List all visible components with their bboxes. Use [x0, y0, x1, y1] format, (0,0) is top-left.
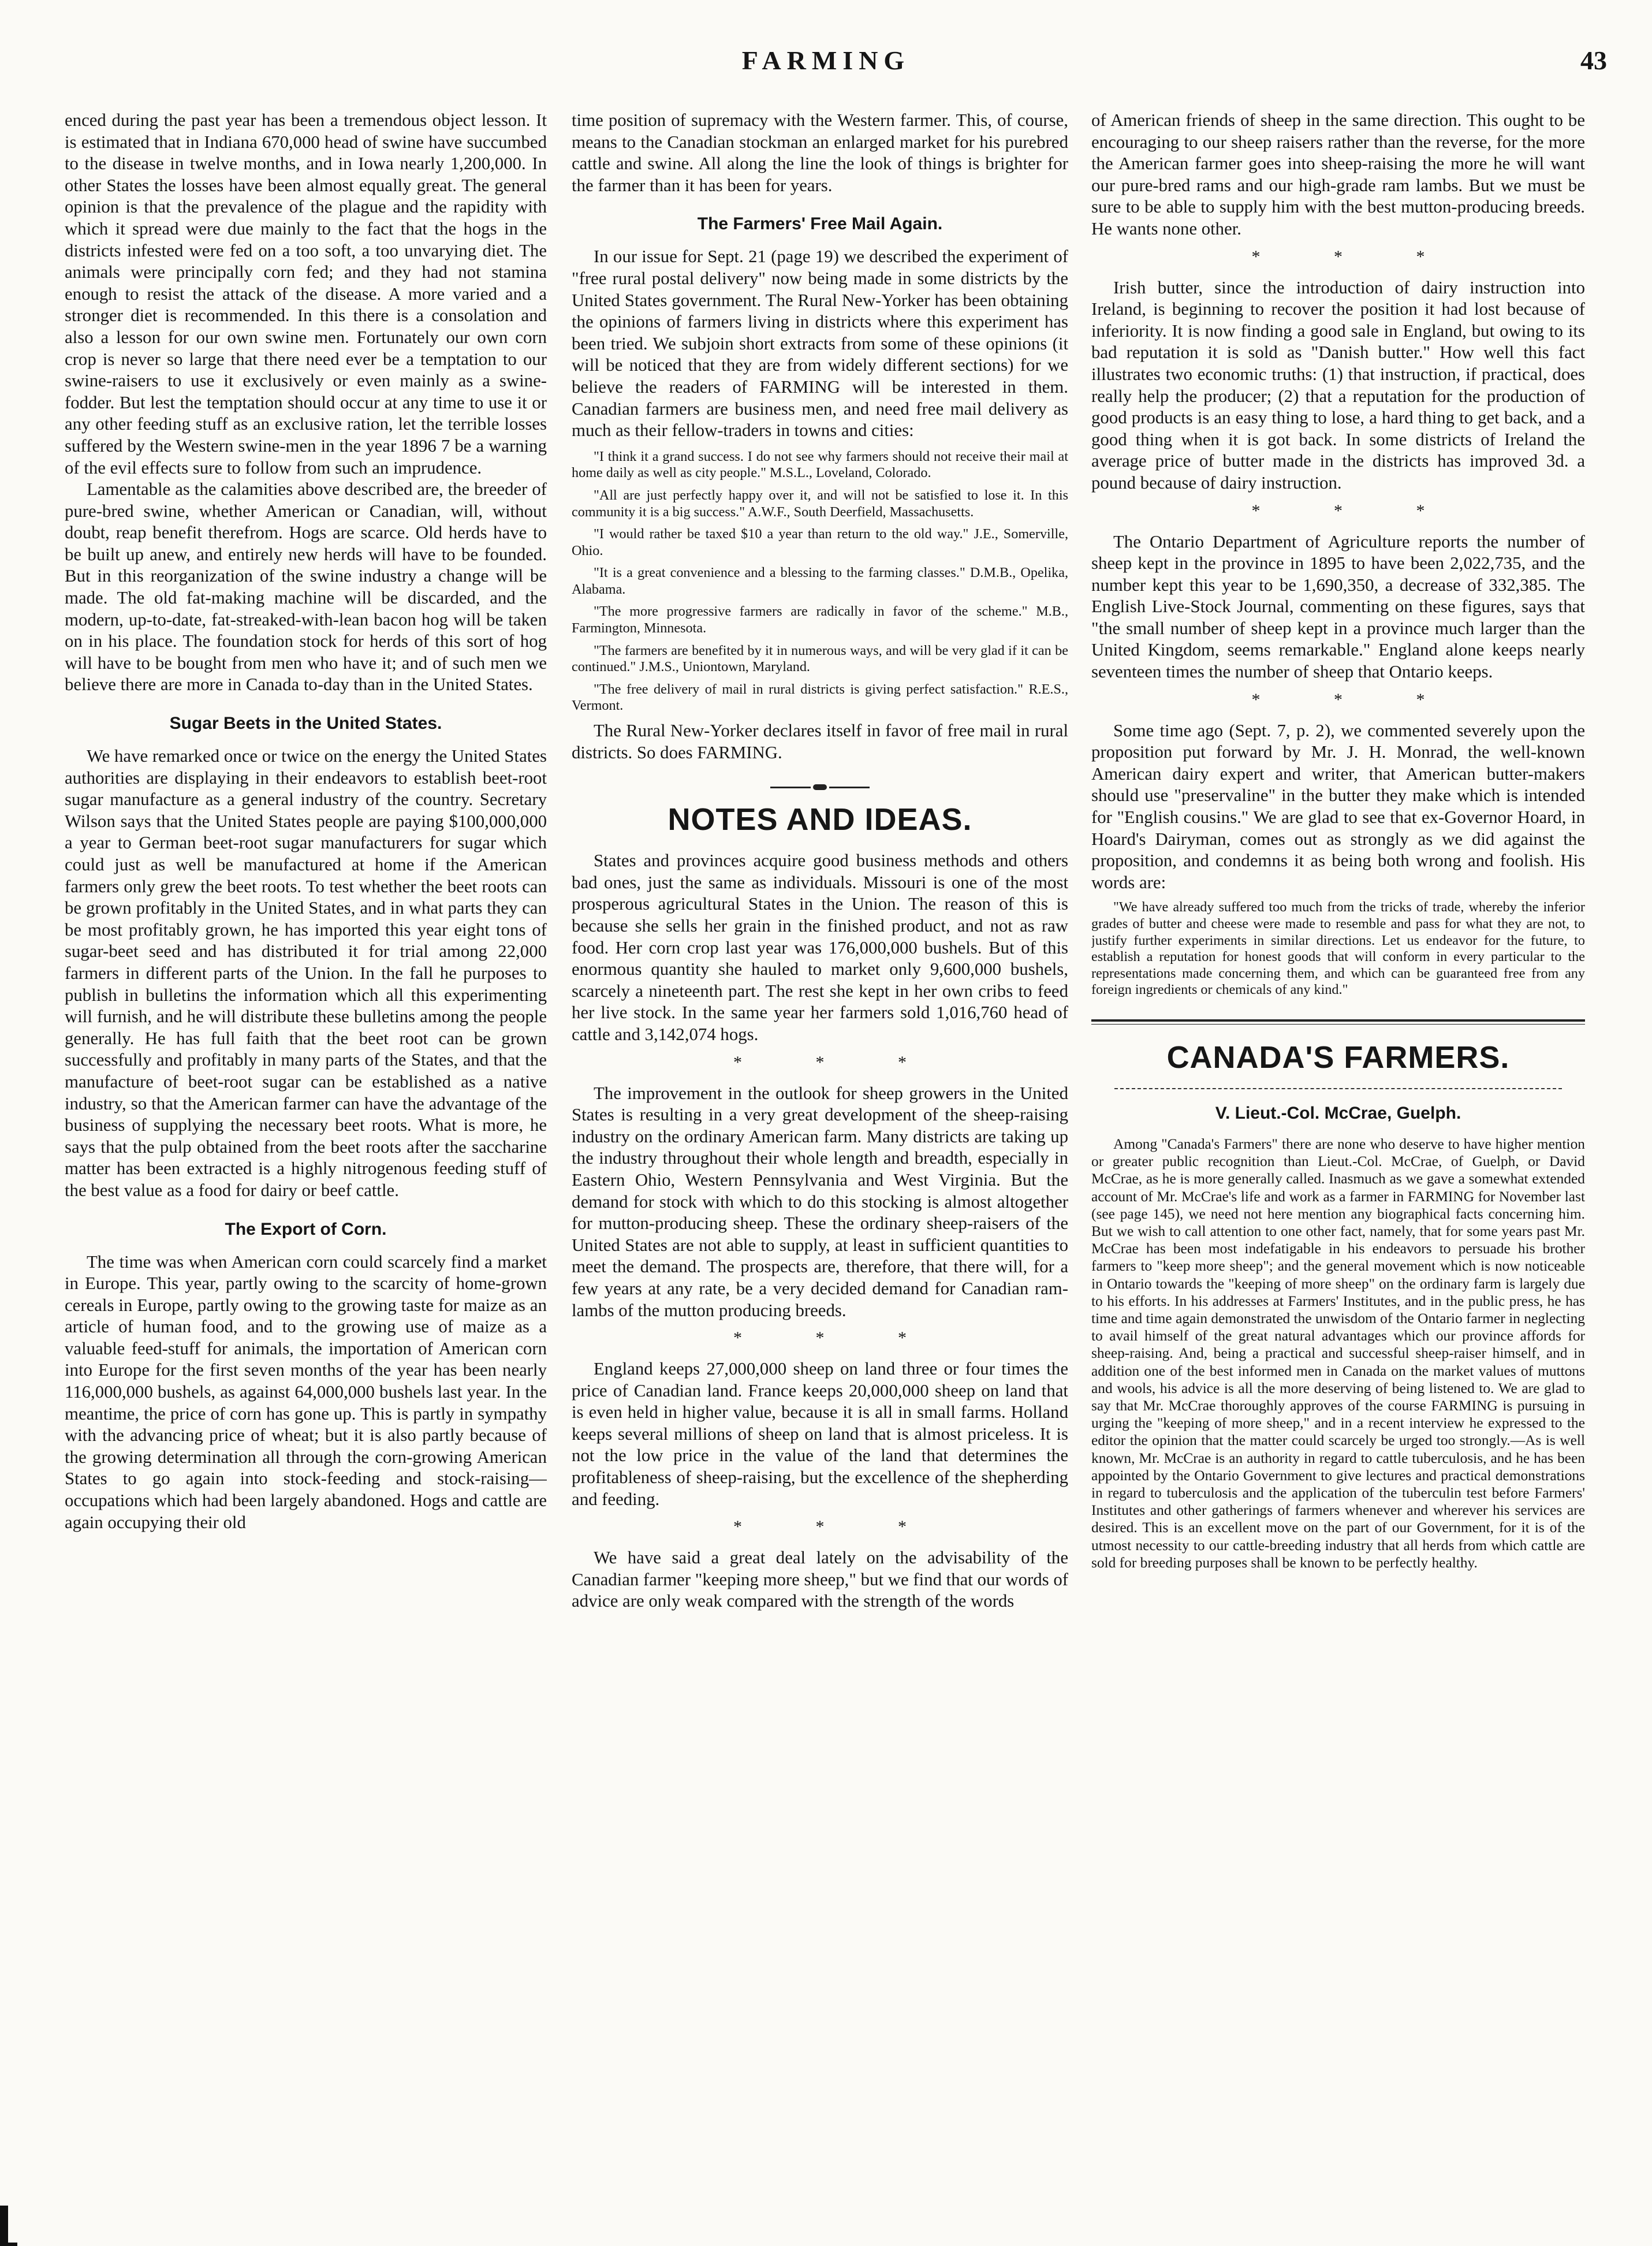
- running-title: FARMING: [741, 46, 911, 75]
- column-3: [1091, 110, 1585, 2211]
- section-stars: * * *: [1251, 247, 1460, 266]
- missouri-paragraph: States and provinces acquire good business methods and others bad ones, just the same as individuals. Missouri is one of the most prosperous agricultural States in the Union. The reason of this is because she sells her grain in the finished product, and not as raw food. Her corn crop last year was 176,000,000 bushels. But of this enormous quantity she hauled to market only 9,600,000 bushels, scarcely a nineteenth part. The rest she kept in her own cribs to feed her live stock. In the same year her farmers sold 1,016,760 head of cattle and 3,142,074 hogs.: [572, 851, 1068, 1044]
- section-stars: * * *: [733, 1328, 941, 1348]
- sheep-outlook-paragraph: The improvement in the outlook for sheep growers in the United States is resulting in a very great development of the sheep-raising industry on the ordinary American farm. Many districts are taking up the industry throughout their whole length and breadth, especially in Eastern Ohio, Western Pennsylvania and West Virginia. But the demand for stock with which to do this stocking is almost altogether for mutton-producing sheep. These the ordinary sheep-raisers of the United States are not able to supply, at least in sufficient quantities to meet the demand. The prospects are, therefore, that there will, for a few years at any rate, be a very decided demand for Canadian ram-lambs of the mutton producing breeds.: [572, 1083, 1068, 1320]
- irish-butter-paragraph: Irish butter, since the introduction of dairy instruction into Ireland, is beginning to recover the position it had lost because of inferiority. It is now finding a good sale in England, but owing to its bad reputation it is sold as "Danish butter." How well this fact illustrates two economic truths: (1) that instruction, if practical, does really help the producer; (2) that a reputation for the production of good products is an easy thing to lose, a hard thing to get back, and a good thing when it is got back. In some districts of Ireland the average price of butter made in the districts has improved 3d. a pound because of dairy instruction.: [1091, 277, 1585, 493]
- free-mail-conclusion: The Rural New-Yorker declares itself in favor of free mail in rural districts. So does FARMING.: [572, 721, 1068, 762]
- ontario-sheep-paragraph: The Ontario Department of Agriculture reports the number of sheep kept in the province in 1895 to have been 2,022,735, and the number kept this year to be 1,690,350, a decrease of 332,385. The English Live-Stock Journal, commenting on these figures, says that "the small number of sheep kept in a province much larger than the United Kingdom, seems remarkable." England alone keeps nearly seventeen times the number of sheep that Ontario keeps.: [1091, 531, 1585, 682]
- sheep-continued-paragraph: of American friends of sheep in the same direction. This ought to be encouraging to our sheep raisers rather than the reverse, for the more the American farmer goes into sheep-raising the more he will want our pure-bred rams and our high-grade ram lambs. But we must be sure to be able to supply him with the best mutton-producing breeds. He wants none other.: [1091, 110, 1585, 239]
- sugar-beets-paragraph: We have remarked once or twice on the energy the United States authorities are displaying in their endeavors to establish beet-root sugar manufacture as a general industry of the country. Secretary Wilson says that the United States people are paying $100,000,000 a year to German beet-root sugar manufacturers for sugar which could just as well be manufactured at home if the American farmers only grew the beet roots. To test whether the beet roots can be grown profitably in the United States, and in what parts they can be most profitably grown, he has imported this year eight tons of sugar-beet seed and has distributed it for trial among 22,000 farmers in different parts of the Union. In the fall he purposes to publish in bulletins the information which all this experimenting will furnish, and he will distribute these bulletins among the people generally. He has full faith that the beet root can be grown successfully and profitably in many parts of the States, and that the manufacture of beet-root sugar can be established as a native industry, so that the American farmer can have the advantage of the business of supplying the necessary beet roots. What is more, he says that the pulp obtained from the beet roots after the saccharine matter has been extracted is a highly nitrogenous feeding stuff of the best value as a food for dairy or beef cattle.: [65, 746, 547, 1200]
- farmer-quote: "I think it a grand success. I do not see why farmers should not receive their mail at home daily as well as city people." M.S.L., Loveland, Colorado.: [572, 448, 1068, 481]
- farmer-quote: "The free delivery of mail in rural districts is giving perfect satisfaction." R.E.S., Vermont.: [572, 681, 1068, 714]
- mccrae-heading: V. Lieut.-Col. McCrae, Guelph.: [1215, 1103, 1461, 1123]
- section-double-rule: [1091, 1019, 1585, 1025]
- farmer-quote: "The farmers are benefited by it in numerous ways, and will be very glad if it can be continued." J.M.S., Uniontown, Maryland.: [572, 642, 1068, 675]
- farmer-quote: "I would rather be taxed $10 a year than return to the old way." J.E., Somerville, Ohio.: [572, 526, 1068, 558]
- swine-paragraph-2: Lamentable as the calamities above described are, the breeder of pure-bred swine, whether American or Canadian, will, without doubt, reap benefit therefrom. Hogs are scarce. Old herds have to be built up anew, and entirely new herds will have to be founded. But in this reorganization of the swine industry a change will be made. The old fat-making machine will be discarded, and the modern, up-to-date, fat-streaked-with-lean bacon hog will be taken on in his place. The foundation stock for herds of this sort of hog will have to be bought from men who have it; and of such men we believe there are more in Canada to-day than in the United States.: [65, 479, 547, 695]
- dashed-rule: [1114, 1088, 1562, 1089]
- farmer-quote: "It is a great convenience and a blessing to the farming classes." D.M.B., Opelika, Alabama.: [572, 565, 1068, 597]
- section-stars: * * *: [1251, 501, 1460, 520]
- notes-and-ideas-heading: NOTES AND IDEAS.: [667, 802, 972, 837]
- free-mail-paragraph: In our issue for Sept. 21 (page 19) we described the experiment of "free rural postal delivery" now being made in some districts by the United States government. The Rural New-Yorker has been obtaining the opinions of farmers living in districts where this experiment has been tried. We subjoin short extracts from some of these opinions (it will be noticed that they are from widely different sections) for we believe the readers of FARMING will be interested in them. Canadian farmers are business men, and need free mail delivery as much as their fellow-traders in towns and cities:: [572, 247, 1068, 441]
- hoard-quote: "We have already suffered too much from the tricks of trade, whereby the inferior grades of butter and cheese were made to resemble and pass for what they are not, to justify further experiments in similar directions. Let us endeavor for the future, to establish a reputation for honest goods that will conform in every particular to the representations made concerning them, and which can be guaranteed free from any foreign ingredients or chemicals of any kind.": [1091, 899, 1585, 998]
- section-ornament: [572, 783, 1068, 791]
- column-1: [65, 110, 547, 2211]
- canadas-farmers-heading: CANADA'S FARMERS.: [1166, 1040, 1510, 1075]
- section-stars: * * *: [733, 1052, 941, 1072]
- page-header: [0, 0, 1652, 87]
- more-sheep-paragraph: We have said a great deal lately on the advisability of the Canadian farmer "keeping more sheep," but we find that our words of advice are only weak compared with the strength of the words: [572, 1548, 1068, 1611]
- farmer-quote: "All are just perfectly happy over it, and will not be satisfied to lose it. In this community it is a big success." A.W.F., South Deerfield, Massachusetts.: [572, 487, 1068, 520]
- export-corn-paragraph: The time was when American corn could scarcely find a market in Europe. This year, partly owing to the scarcity of home-grown cereals in Europe, partly owing to the growing taste for maize as an article of human food, and to the growing use of maize as a valuable feed-stuff for animals, the importation of American corn into Europe for the first seven months of the year has been nearly 116,000,000 bushels, as against 64,000,000 bushels last year. In the meantime, the price of corn has gone up. This is partly in sympathy with the advancing price of wheat; but it is also partly because of the growing determination all through the corn-growing American States to go again into stock-feeding and stock-raising—occupations which had been largely abandoned. Hogs and cattle are again occupying their old: [65, 1251, 547, 1532]
- section-stars: * * *: [1251, 690, 1460, 709]
- export-corn-heading: The Export of Corn.: [225, 1219, 387, 1239]
- swine-paragraph-1: enced during the past year has been a tremendous object lesson. It is estimated that in Indiana 670,000 head of swine have succumbed to the disease in twelve months, and in Iowa nearly 1,200,000. In other States the losses have been almost equally great. The general opinion is that the prevalence of the plague and the rapidity with which it spread were due mainly to the fact that the hogs in the districts infested were fed on a too soft, a too unvarying diet. The animals were principally corn fed; and they had not stamina enough to resist the attack of the disease. A more varied and a stronger diet is recommended. In this there is a consolation and also a lesson for our own swine men. Fortunately our own corn crop is never so large that there need ever be a temptation to our swine-raisers to use it exclusively or even mainly as a swine-fodder. But lest the temptation should occur at any time to use it or any other feeding stuff as an exclusive ration, let the terrible losses suffered by the Western swine-men in the year 1896 7 be a warning of the evil effects sure to follow from such an imprudence.: [65, 110, 547, 478]
- column-2: [572, 110, 1068, 2211]
- page-number: 43: [1580, 46, 1607, 75]
- corner-mark: [0, 2206, 17, 2246]
- sugar-beets-heading: Sugar Beets in the United States.: [169, 714, 442, 733]
- farmer-quotes: [572, 449, 1068, 714]
- farmer-quote: "The more progressive farmers are radically in favor of the scheme." M.B., Farmington, Minnesota.: [572, 604, 1068, 636]
- free-mail-heading: The Farmers' Free Mail Again.: [697, 214, 943, 234]
- section-stars: * * *: [733, 1517, 941, 1537]
- mccrae-paragraph: Among "Canada's Farmers" there are none who deserve to have higher mention or greater public recognition than Lieut.-Col. McCrae, of Guelph, or David McCrae, as he is more generally called. Inasmuch as we gave a somewhat extended account of Mr. McCrae's life and work as a farmer in FARMING for November last (see page 145), we need not here mention any biographical facts concerning him. But we wish to call attention to one other fact, namely, that for some years past Mr. McCrae has been most indefatigable in his endeavors to persuade his brother farmers to "keep more sheep"; and the general movement which is now noticeable in Ontario towards the "keeping of more sheep" on the ordinary farm is largely due to his efforts. In his addresses at Farmers' Institutes, and in the public press, he has time and time again demonstrated the unwisdom of the Ontario farmer in neglecting to avail himself of the great natural advantages which our province affords for sheep-raising. And, being a practical and successful sheep-raiser himself, and in addition one of the best informed men in Canada on the market values of muttons and wools, his advice is all the more deserving of being listened to. We are glad to say that Mr. McCrae thoroughly approves of the course FARMING is pursuing in urging the "keeping of more sheep," and in a recent interview he expressed to the editor the opinion that the matter could scarcely be urged too strongly.—As is well known, Mr. McCrae is an authority in regard to cattle tuberculosis, and he has been appointed by the Ontario Government to give lectures and practical demonstrations in regard to tuberculosis and the application of the tuberculin test before Farmers' Institutes and other gatherings of farmers whenever and wherever his services are desired. This is an excellent move on the part of our Government, for it is of the utmost necessity to our cattle-breeding industry that all herds from which cattle are sold for breeding purposes shall be known to be perfectly healthy.: [1091, 1135, 1585, 1571]
- corn-continued-paragraph: time position of supremacy with the Western farmer. This, of course, means to the Canadian stockman an enlarged market for his purebred cattle and swine. All along the line the look of things is brighter for the farmer than it has been for years.: [572, 110, 1068, 195]
- monrad-paragraph: Some time ago (Sept. 7, p. 2), we commented severely upon the proposition put forward by Mr. J. H. Monrad, the well-known American dairy expert and writer, that American butter-makers should use "preservaline" in the butter they make which is intended for "English cousins." We are glad to see that ex-Governor Hoard, in Hoard's Dairyman, comes out as strongly as we did against the proposition, and condemns it as being both wrong and foolish. His words are:: [1091, 720, 1585, 892]
- england-sheep-paragraph: England keeps 27,000,000 sheep on land three or four times the price of Canadian land. France keeps 20,000,000 sheep on land that is even held in higher value, because it is all in small farms. Holland keeps several millions of sheep on land that is almost priceless. It is not the low price in the value of the land that determines the profitableness of sheep-raising, but the excellence of the shepherding and feeding.: [572, 1359, 1068, 1509]
